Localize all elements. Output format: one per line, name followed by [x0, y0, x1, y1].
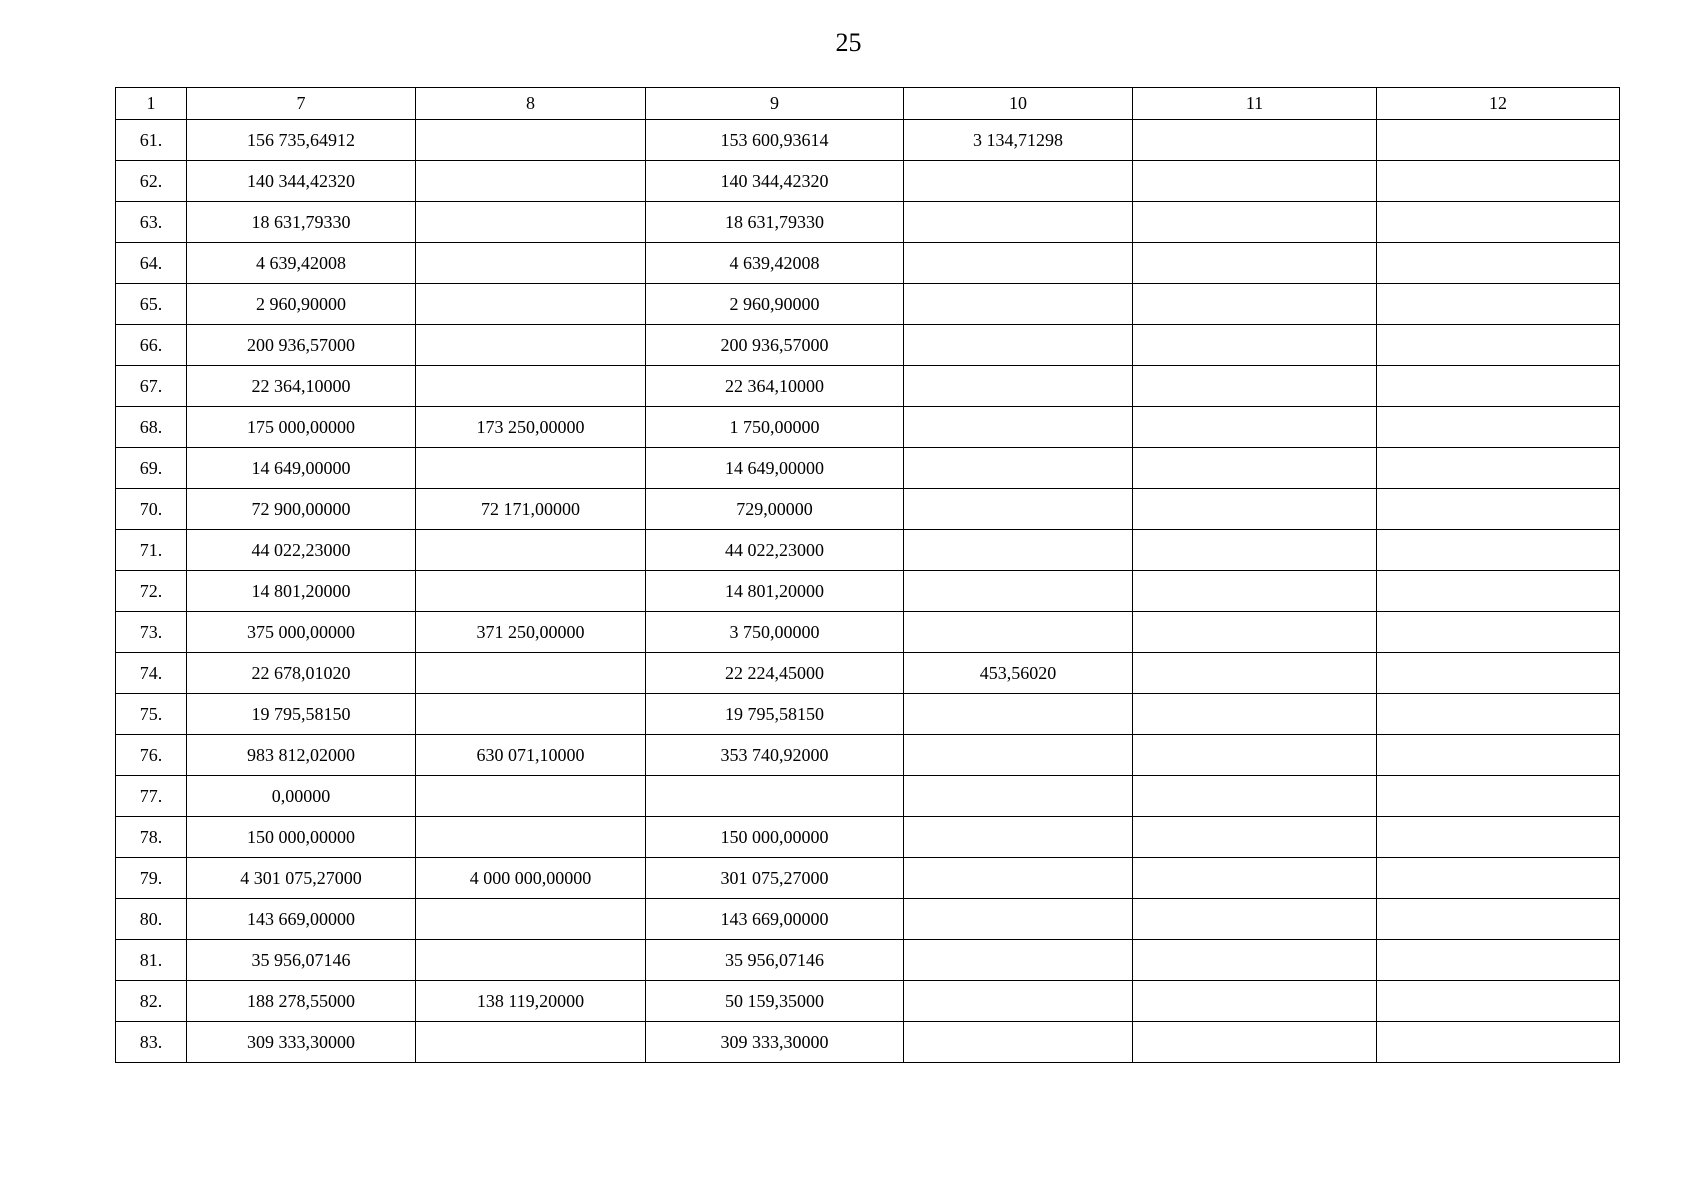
table-cell: 14 801,20000 [187, 571, 416, 612]
table-cell [1377, 653, 1620, 694]
table-cell: 140 344,42320 [646, 161, 904, 202]
table-cell: 175 000,00000 [187, 407, 416, 448]
table-cell: 453,56020 [904, 653, 1133, 694]
table-row [116, 407, 1620, 448]
table-cell [416, 694, 646, 735]
table-cell: 983 812,02000 [187, 735, 416, 776]
table-cell [1133, 325, 1377, 366]
table-cell [416, 940, 646, 981]
table-cell [904, 202, 1133, 243]
table-cell: 188 278,55000 [187, 981, 416, 1022]
column-header: 7 [187, 88, 416, 120]
table-cell [1133, 653, 1377, 694]
table-row [116, 448, 1620, 489]
table-cell [904, 571, 1133, 612]
table-cell [904, 776, 1133, 817]
table-cell: 4 000 000,00000 [416, 858, 646, 899]
table-cell: 44 022,23000 [646, 530, 904, 571]
row-number-cell: 71. [116, 530, 187, 571]
table-cell: 153 600,93614 [646, 120, 904, 161]
table-cell [904, 448, 1133, 489]
table-cell: 630 071,10000 [416, 735, 646, 776]
data-table [115, 87, 1620, 1063]
row-number-cell: 62. [116, 161, 187, 202]
row-number-cell: 76. [116, 735, 187, 776]
table-cell [1133, 1022, 1377, 1063]
table-cell [1377, 899, 1620, 940]
table-cell: 729,00000 [646, 489, 904, 530]
page-number: 25 [835, 28, 862, 57]
table-row [116, 817, 1620, 858]
table-body [116, 120, 1620, 1063]
table-row [116, 981, 1620, 1022]
table-cell [1133, 161, 1377, 202]
table-cell [416, 325, 646, 366]
table-cell [1377, 776, 1620, 817]
table-cell [1133, 735, 1377, 776]
table-cell: 22 364,10000 [187, 366, 416, 407]
table-cell [1133, 407, 1377, 448]
table-cell [416, 448, 646, 489]
table-cell: 50 159,35000 [646, 981, 904, 1022]
table-cell [416, 202, 646, 243]
table-cell [1377, 940, 1620, 981]
table-row [116, 612, 1620, 653]
table-row [116, 284, 1620, 325]
row-number-cell: 63. [116, 202, 187, 243]
table-cell [1377, 243, 1620, 284]
row-number-cell: 79. [116, 858, 187, 899]
table-cell [1133, 366, 1377, 407]
table-cell [416, 571, 646, 612]
table-cell: 14 801,20000 [646, 571, 904, 612]
header-row [116, 88, 1620, 120]
table-cell: 143 669,00000 [187, 899, 416, 940]
column-header: 11 [1133, 88, 1377, 120]
table-cell: 22 224,45000 [646, 653, 904, 694]
table-cell: 18 631,79330 [187, 202, 416, 243]
row-number-cell: 74. [116, 653, 187, 694]
table-cell [1377, 407, 1620, 448]
table-cell: 22 678,01020 [187, 653, 416, 694]
table-cell: 143 669,00000 [646, 899, 904, 940]
row-number-cell: 75. [116, 694, 187, 735]
table-cell [1133, 202, 1377, 243]
table-cell [1133, 571, 1377, 612]
table-cell: 72 171,00000 [416, 489, 646, 530]
table-cell [1377, 981, 1620, 1022]
table-cell: 173 250,00000 [416, 407, 646, 448]
table-cell [1133, 120, 1377, 161]
table-cell: 353 740,92000 [646, 735, 904, 776]
table-cell [416, 776, 646, 817]
table-cell [416, 243, 646, 284]
table-row [116, 899, 1620, 940]
table-cell [1133, 489, 1377, 530]
table-cell [646, 776, 904, 817]
row-number-cell: 66. [116, 325, 187, 366]
table-cell: 0,00000 [187, 776, 416, 817]
table-cell: 150 000,00000 [646, 817, 904, 858]
table-cell [904, 161, 1133, 202]
table-cell [1133, 612, 1377, 653]
table-cell [1377, 120, 1620, 161]
table-cell: 19 795,58150 [187, 694, 416, 735]
table-cell [1133, 981, 1377, 1022]
table-cell [1377, 448, 1620, 489]
table-cell [904, 243, 1133, 284]
table-cell: 44 022,23000 [187, 530, 416, 571]
row-number-cell: 81. [116, 940, 187, 981]
table-row [116, 694, 1620, 735]
table-cell [904, 858, 1133, 899]
table-cell: 200 936,57000 [187, 325, 416, 366]
table-cell [1377, 571, 1620, 612]
table-cell [416, 899, 646, 940]
table-cell [416, 653, 646, 694]
column-header: 1 [116, 88, 187, 120]
table-cell [1377, 612, 1620, 653]
table-row [116, 858, 1620, 899]
table-cell: 200 936,57000 [646, 325, 904, 366]
column-header: 12 [1377, 88, 1620, 120]
table-cell [904, 612, 1133, 653]
table-row [116, 489, 1620, 530]
table-cell: 140 344,42320 [187, 161, 416, 202]
table-cell [904, 325, 1133, 366]
table-cell [1133, 284, 1377, 325]
table-row [116, 571, 1620, 612]
table-header [116, 88, 1620, 120]
table-cell [1377, 325, 1620, 366]
table-row [116, 120, 1620, 161]
table-cell [904, 981, 1133, 1022]
table-cell: 3 750,00000 [646, 612, 904, 653]
table-cell [904, 1022, 1133, 1063]
table-cell [1133, 243, 1377, 284]
row-number-cell: 78. [116, 817, 187, 858]
table-cell [1133, 940, 1377, 981]
row-number-cell: 82. [116, 981, 187, 1022]
table-cell [1377, 817, 1620, 858]
table-cell [416, 120, 646, 161]
table-cell [1377, 694, 1620, 735]
table-cell [416, 161, 646, 202]
table-cell: 72 900,00000 [187, 489, 416, 530]
table-row [116, 776, 1620, 817]
table-cell: 156 735,64912 [187, 120, 416, 161]
table-cell [1133, 776, 1377, 817]
table-cell: 301 075,27000 [646, 858, 904, 899]
table-cell [1133, 448, 1377, 489]
table-row [116, 735, 1620, 776]
table-cell [1377, 202, 1620, 243]
row-number-cell: 83. [116, 1022, 187, 1063]
table-cell [1133, 817, 1377, 858]
column-header: 8 [416, 88, 646, 120]
table-row [116, 161, 1620, 202]
table-cell [1377, 1022, 1620, 1063]
table-cell: 18 631,79330 [646, 202, 904, 243]
table-cell [416, 284, 646, 325]
table-row [116, 325, 1620, 366]
table-row [116, 202, 1620, 243]
table-cell [1377, 530, 1620, 571]
table-cell: 4 639,42008 [646, 243, 904, 284]
table-cell [1377, 284, 1620, 325]
table-row [116, 940, 1620, 981]
table-cell [904, 817, 1133, 858]
table-cell [904, 489, 1133, 530]
table-cell: 150 000,00000 [187, 817, 416, 858]
table-cell: 371 250,00000 [416, 612, 646, 653]
row-number-cell: 64. [116, 243, 187, 284]
table-cell: 4 639,42008 [187, 243, 416, 284]
table-cell: 35 956,07146 [187, 940, 416, 981]
table-cell [904, 940, 1133, 981]
row-number-cell: 70. [116, 489, 187, 530]
table-cell [904, 530, 1133, 571]
column-header: 9 [646, 88, 904, 120]
table-cell: 138 119,20000 [416, 981, 646, 1022]
table-cell [904, 284, 1133, 325]
table-cell: 1 750,00000 [646, 407, 904, 448]
row-number-cell: 61. [116, 120, 187, 161]
row-number-cell: 69. [116, 448, 187, 489]
table-cell: 35 956,07146 [646, 940, 904, 981]
table-cell: 309 333,30000 [187, 1022, 416, 1063]
row-number-cell: 73. [116, 612, 187, 653]
table-cell: 14 649,00000 [187, 448, 416, 489]
row-number-cell: 68. [116, 407, 187, 448]
table-cell [416, 1022, 646, 1063]
table-row [116, 1022, 1620, 1063]
table-cell: 22 364,10000 [646, 366, 904, 407]
row-number-cell: 80. [116, 899, 187, 940]
row-number-cell: 65. [116, 284, 187, 325]
table-cell [1377, 161, 1620, 202]
table-cell [904, 735, 1133, 776]
table-cell: 14 649,00000 [646, 448, 904, 489]
table-cell [416, 817, 646, 858]
table-cell: 309 333,30000 [646, 1022, 904, 1063]
table-cell: 2 960,90000 [646, 284, 904, 325]
table-cell [416, 366, 646, 407]
table-cell [904, 899, 1133, 940]
row-number-cell: 72. [116, 571, 187, 612]
table-cell: 3 134,71298 [904, 120, 1133, 161]
table-cell: 19 795,58150 [646, 694, 904, 735]
table-cell [1377, 858, 1620, 899]
table-cell [904, 407, 1133, 448]
table-cell [1133, 530, 1377, 571]
table-row [116, 530, 1620, 571]
column-header: 10 [904, 88, 1133, 120]
table-cell [1377, 735, 1620, 776]
table-row [116, 366, 1620, 407]
table-row [116, 653, 1620, 694]
table-cell [1377, 366, 1620, 407]
table-cell [1133, 899, 1377, 940]
table-cell [1133, 858, 1377, 899]
row-number-cell: 77. [116, 776, 187, 817]
table-cell [904, 694, 1133, 735]
row-number-cell: 67. [116, 366, 187, 407]
table-cell [1133, 694, 1377, 735]
table-cell: 375 000,00000 [187, 612, 416, 653]
table-cell [1377, 489, 1620, 530]
table-cell: 4 301 075,27000 [187, 858, 416, 899]
table-cell [416, 530, 646, 571]
table-row [116, 243, 1620, 284]
table-cell: 2 960,90000 [187, 284, 416, 325]
table-cell [904, 366, 1133, 407]
